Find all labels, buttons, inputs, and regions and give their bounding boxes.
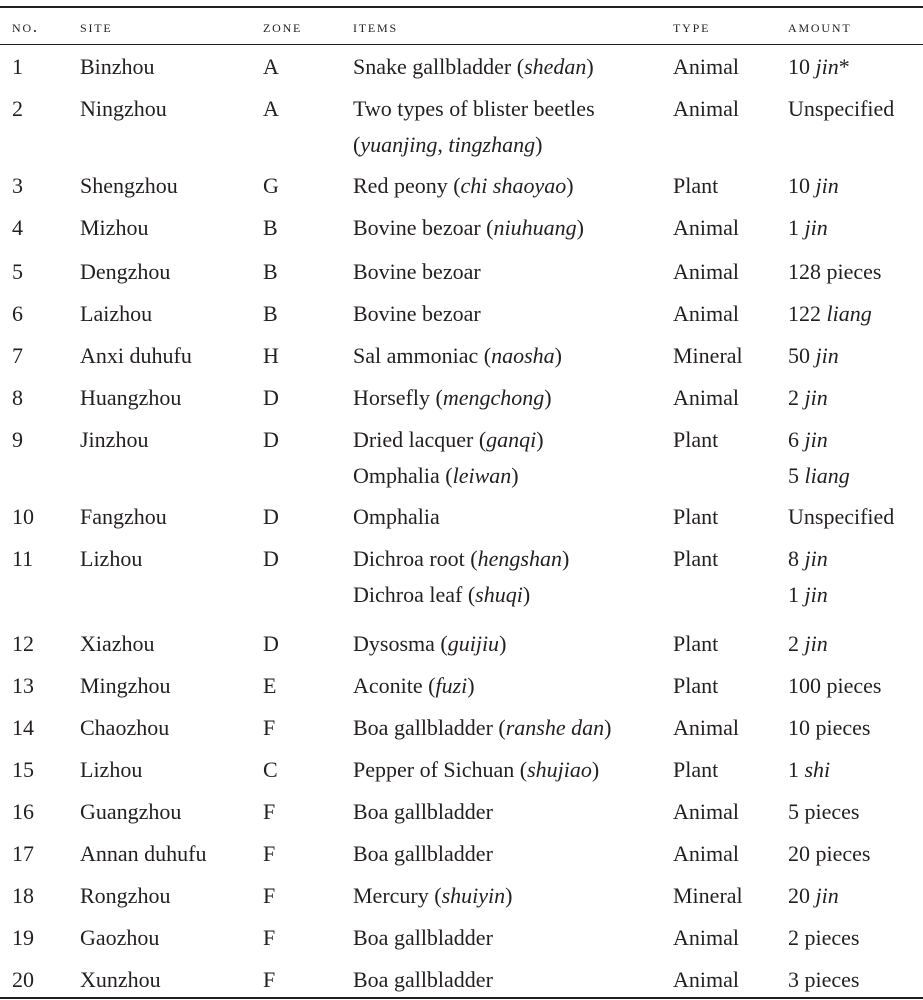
table.rows.8.items.0-run: ganqi [486,427,537,452]
table.rows.17.amount.0-run: 20 [788,883,816,908]
cell-items [353,422,544,494]
cell-no: 2 [12,96,23,121]
cell-amount [788,422,850,494]
cell-amount [788,254,881,290]
cell-site: Binzhou [80,54,155,79]
cell-zone: G [263,173,279,198]
cell-site: Lizhou [80,757,143,782]
table.rows.2.amount.0-run: 10 [788,173,816,198]
table.rows.10.items.0-run: ) [561,546,570,571]
cell-site: Lizhou [80,546,143,571]
table.rows.10.amount.1-run: jin [804,582,828,607]
cell-type: Plant [673,631,719,656]
table.rows.6.items.0-run: naosha [491,343,555,368]
table.rows.10.amount.0-run: jin [804,546,828,571]
cell-amount [788,168,839,204]
table.rows.7.items.0-run: ) [544,385,552,410]
table.rows.14.items.0-run: shujiao [527,757,592,782]
cell-amount [788,91,894,127]
table.rows.18.amount.0-run: 2 pieces [788,925,860,950]
table.rows.10.amount.1-run: 1 [788,582,805,607]
table.rows.6.amount.0-run: jin [815,343,839,368]
table.rows.7.amount.0-run: jin [804,385,828,410]
cell-zone: D [263,631,279,656]
cell-no: 18 [12,883,34,908]
cell-type: Plant [673,173,719,198]
cell-type: Animal [673,715,739,740]
table.rows.5.amount.0-run: liang [826,301,872,326]
cell-no: 4 [12,215,23,240]
cell-site: Dengzhou [80,259,171,284]
cell-items [353,626,506,662]
table.rows.14.items.0-run: Pepper of Sichuan ( [353,757,528,782]
cell-items [353,794,493,830]
cell-site: Ningzhou [80,96,167,121]
cell-site: Mizhou [80,215,149,240]
table.rows.6.items.0-run: Sal ammoniac ( [353,343,492,368]
table.rows.12.amount.0-run: 100 pieces [788,673,882,698]
cell-items [353,380,552,416]
table.rows.8.items.1-run: Omphalia ( [353,463,453,488]
table.rows.1.amount.0-run: Unspecified [788,96,895,121]
cell-zone: F [263,715,276,740]
header-amount: amount [788,17,852,36]
cell-no: 17 [12,841,34,866]
cell-type: Animal [673,259,739,284]
cell-items [353,752,599,788]
cell-zone: D [263,504,279,529]
table.rows.17.items.0-run: ) [505,883,513,908]
table.rows.8.amount.0-run: 6 [788,427,805,452]
table.rows.2.items.0-run: ) [566,173,574,198]
cell-type: Animal [673,841,739,866]
cell-site: Chaozhou [80,715,170,740]
cell-items [353,168,574,204]
table.rows.0.amount.0-run: jin [815,54,839,79]
table.rows.4.amount.0-run: 128 pieces [788,259,882,284]
table.rows.10.items.0-run: Dichroa root ( [353,546,478,571]
table.rows.14.amount.0-run: shi [804,757,831,782]
table.rows.4.items.0-run: Bovine bezoar [353,259,481,284]
table.rows.11.items.0-run: Dysosma ( [353,631,448,656]
cell-type: Plant [673,427,719,452]
table.rows.8.items.0-run: ) [536,427,544,452]
table.rows.17.items.0-run: Mercury ( [353,883,442,908]
table.rows.13.items.0-run: ) [604,715,612,740]
table.rows.8.items.0-run: Dried lacquer ( [353,427,487,452]
cell-no: 19 [12,925,34,950]
table.rows.7.items.0-run: Horsefly ( [353,385,443,410]
table.rows.18.items.0-run: Boa gallbladder [353,925,493,950]
table.rows.12.items.0-run: Aconite ( [353,673,436,698]
table.rows.11.amount.0-run: jin [804,631,828,656]
cell-zone: B [263,215,278,240]
table.rows.11.items.0-run: ) [499,631,507,656]
cell-items [353,296,481,332]
cell-site: Annan duhufu [80,841,207,866]
cell-zone: D [263,427,279,452]
cell-amount [788,878,839,914]
header-type: type [673,17,711,36]
table.rows.0.items.0-run: ) [586,54,594,79]
table.rows.13.amount.0-run: 10 pieces [788,715,871,740]
cell-type: Animal [673,215,739,240]
table.rows.10.amount.0-run: 8 [788,546,805,571]
cell-zone: F [263,967,276,992]
table.rows.1.items.0-run: Two types of blister beetles [353,96,595,121]
table-top-rule [0,6,923,8]
header-items: items [353,17,398,36]
cell-type: Plant [673,673,719,698]
cell-zone: A [263,96,279,121]
cell-no: 6 [12,301,23,326]
cell-type: Animal [673,96,739,121]
cell-items [353,210,584,246]
table.rows.5.amount.0-run: 122 [788,301,827,326]
cell-amount [788,499,894,535]
cell-no: 9 [12,427,23,452]
table.rows.3.items.0-run: Bovine bezoar ( [353,215,494,240]
cell-items [353,962,493,998]
cell-zone: D [263,546,279,571]
cell-items [353,836,493,872]
cell-amount [788,794,859,830]
table.rows.11.items.0-run: guijiu [447,631,500,656]
header-no: no. [12,17,39,36]
cell-items [353,49,594,85]
cell-items [353,668,475,704]
cell-no: 11 [12,546,34,571]
cell-type: Animal [673,301,739,326]
cell-items [353,499,440,535]
table.rows.0.items.0-run: Snake gallbladder ( [353,54,525,79]
table.rows.10.items.1-run: ) [522,582,531,607]
table.rows.15.items.0-run: Boa gallbladder [353,799,493,824]
cell-site: Rongzhou [80,883,171,908]
cell-zone: E [263,673,277,698]
cell-amount [788,710,870,746]
table.rows.3.amount.0-run: 1 [788,215,805,240]
table-bottom-rule [0,997,923,999]
cell-no: 3 [12,173,23,198]
table.rows.10.items.1-run: shuqi [475,582,523,607]
cell-amount [788,296,872,332]
table.rows.14.amount.0-run: 1 [788,757,805,782]
table.rows.8.amount.0-run: jin [804,427,828,452]
table.rows.3.items.0-run: ) [576,215,584,240]
cell-no: 5 [12,259,23,284]
cell-zone: B [263,301,278,326]
cell-zone: D [263,385,279,410]
table.rows.12.items.0-run: fuzi [435,673,468,698]
cell-items [353,920,493,956]
cell-site: Gaozhou [80,925,160,950]
cell-amount [788,626,828,662]
cell-site: Xunzhou [80,967,161,992]
table-header-rule [0,44,923,45]
cell-zone: F [263,841,276,866]
cell-no: 20 [12,967,34,992]
table.rows.8.amount.1-run: 5 [788,463,805,488]
table.rows.2.amount.0-run: jin [815,173,839,198]
cell-items [353,338,562,374]
cell-site: Anxi duhufu [80,343,192,368]
cell-zone: A [263,54,279,79]
table.rows.15.amount.0-run: 5 pieces [788,799,860,824]
cell-site: Huangzhou [80,385,182,410]
cell-items [353,710,611,746]
cell-type: Animal [673,54,739,79]
cell-items [353,541,569,613]
table.rows.3.items.0-run: niuhuang [493,215,577,240]
cell-amount [788,338,839,374]
table.rows.7.items.0-run: mengchong [442,385,545,410]
cell-amount [788,541,828,613]
table.rows.9.items.0-run: Omphalia [353,504,440,529]
cell-zone: C [263,757,278,782]
table.rows.3.amount.0-run: jin [804,215,828,240]
cell-site: Jinzhou [80,427,149,452]
table.rows.6.items.0-run: ) [554,343,562,368]
table.rows.1.items.1-run: tingzhang [448,132,536,157]
table.rows.8.items.1-run: leiwan [452,463,512,488]
table.rows.17.amount.0-run: jin [815,883,839,908]
table.rows.16.amount.0-run: 20 pieces [788,841,871,866]
table.rows.12.items.0-run: ) [467,673,475,698]
table.rows.13.items.0-run: ranshe dan [505,715,605,740]
table.rows.1.items.1-run: ( [353,132,361,157]
cell-site: Shengzhou [80,173,178,198]
table.rows.5.items.0-run: Bovine bezoar [353,301,481,326]
cell-zone: H [263,343,279,368]
cell-type: Animal [673,925,739,950]
table.rows.2.items.0-run: chi shaoyao [460,173,567,198]
table.rows.8.amount.1-run: liang [804,463,850,488]
table.rows.8.items.1-run: ) [511,463,519,488]
cell-type: Plant [673,757,719,782]
table.rows.7.amount.0-run: 2 [788,385,805,410]
table.rows.1.items.1-run: ) [535,132,543,157]
cell-amount [788,668,881,704]
table.rows.0.amount.0-run: * [838,54,850,79]
cell-type: Animal [673,967,739,992]
cell-type: Animal [673,385,739,410]
cell-zone: F [263,799,276,824]
cell-type: Mineral [673,883,743,908]
cell-no: 10 [12,504,34,529]
cell-amount [788,962,859,998]
table.rows.16.items.0-run: Boa gallbladder [353,841,493,866]
cell-amount [788,752,830,788]
cell-no: 14 [12,715,34,740]
cell-no: 16 [12,799,34,824]
header-site: site [80,17,113,36]
cell-site: Xiazhou [80,631,155,656]
cell-no: 13 [12,673,34,698]
cell-site: Guangzhou [80,799,182,824]
table.rows.0.amount.0-run: 10 [788,54,816,79]
cell-amount [788,210,828,246]
cell-items [353,254,481,290]
table.rows.2.items.0-run: Red peony ( [353,173,461,198]
cell-no: 15 [12,757,34,782]
table.rows.13.items.0-run: Boa gallbladder ( [353,715,506,740]
table.rows.10.items.1-run: Dichroa leaf ( [353,582,476,607]
cell-amount [788,836,870,872]
table.rows.1.items.1-run: , [437,132,449,157]
cell-no: 1 [12,54,23,79]
table.rows.6.amount.0-run: 50 [788,343,816,368]
cell-items [353,878,512,914]
cell-site: Fangzhou [80,504,167,529]
cell-type: Animal [673,799,739,824]
cell-items [353,91,595,163]
table.rows.11.amount.0-run: 2 [788,631,805,656]
table.rows.19.amount.0-run: 3 pieces [788,967,860,992]
cell-type: Plant [673,504,719,529]
cell-no: 12 [12,631,34,656]
cell-site: Laizhou [80,301,153,326]
table.rows.0.items.0-run: shedan [524,54,587,79]
cell-site: Mingzhou [80,673,171,698]
cell-zone: B [263,259,278,284]
table.rows.9.amount.0-run: Unspecified [788,504,895,529]
cell-type: Plant [673,546,719,571]
table.rows.19.items.0-run: Boa gallbladder [353,967,493,992]
table.rows.10.items.0-run: hengshan [477,546,562,571]
cell-no: 8 [12,385,23,410]
header-zone: zone [263,17,303,36]
cell-amount [788,380,828,416]
cell-no: 7 [12,343,23,368]
table.rows.1.items.1-run: yuanjing [360,132,438,157]
cell-amount [788,49,850,85]
cell-type: Mineral [673,343,743,368]
cell-zone: F [263,883,276,908]
table.rows.14.items.0-run: ) [591,757,600,782]
cell-amount [788,920,859,956]
table.rows.17.items.0-run: shuiyin [441,883,506,908]
cell-zone: F [263,925,276,950]
